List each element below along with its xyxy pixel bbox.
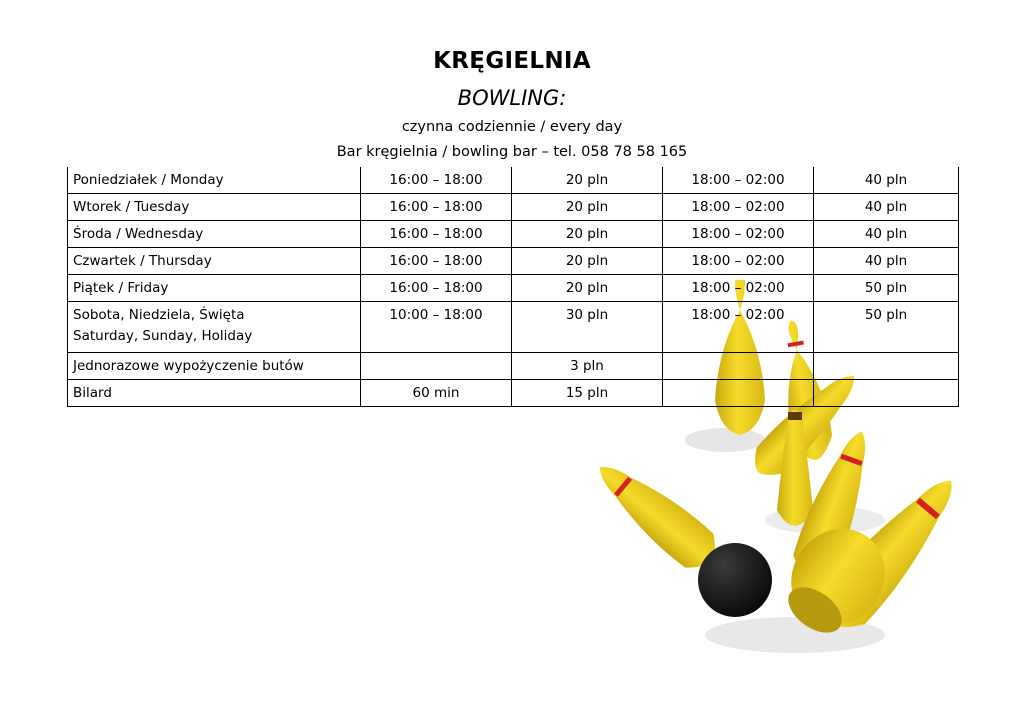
time-cell: 18:00 – 02:00	[663, 194, 814, 221]
time-cell: 10:00 – 18:00	[361, 302, 512, 353]
day-cell: Poniedziałek / Monday	[68, 167, 361, 194]
table-row	[68, 353, 959, 380]
price-cell: 30 pln	[512, 302, 663, 353]
empty-cell	[663, 380, 814, 407]
time-cell: 18:00 – 02:00	[663, 221, 814, 248]
empty-cell	[814, 380, 959, 407]
table-row	[68, 275, 959, 302]
price-cell: 40 pln	[814, 167, 959, 194]
day-cell: Wtorek / Tuesday	[68, 194, 361, 221]
day-cell	[68, 302, 361, 353]
time-cell: 16:00 – 18:00	[361, 167, 512, 194]
empty-cell	[814, 353, 959, 380]
extra-label-cell: Bilard	[68, 380, 361, 407]
price-cell: 20 pln	[512, 167, 663, 194]
price-cell: 50 pln	[814, 302, 959, 353]
shadow	[685, 428, 765, 452]
extra-time-cell	[361, 353, 512, 380]
extra-price-cell: 3 pln	[512, 353, 663, 380]
table-row	[68, 194, 959, 221]
day-label-en: Saturday, Sunday, Holiday	[73, 328, 253, 344]
table-row	[68, 248, 959, 275]
extra-time-cell: 60 min	[361, 380, 512, 407]
price-cell: 40 pln	[814, 248, 959, 275]
price-cell: 40 pln	[814, 221, 959, 248]
extra-label-cell: Jednorazowe wypożyczenie butów	[68, 353, 361, 380]
price-cell: 20 pln	[512, 194, 663, 221]
table-row	[68, 167, 959, 194]
time-cell: 16:00 – 18:00	[361, 221, 512, 248]
price-cell: 20 pln	[512, 275, 663, 302]
bar-contact: Bar kręgielnia / bowling bar – tel. 058 78 58 165	[336, 144, 688, 160]
day-label-pl: Sobota, Niedziela, Święta	[73, 307, 245, 323]
price-cell: 20 pln	[512, 221, 663, 248]
price-cell: 40 pln	[814, 194, 959, 221]
price-table	[67, 167, 959, 407]
time-cell: 16:00 – 18:00	[361, 248, 512, 275]
page-title: KRĘGIELNIA	[433, 48, 591, 74]
page-subtitle: BOWLING:	[457, 86, 567, 110]
extra-price-cell: 15 pln	[512, 380, 663, 407]
opening-note: czynna codziennie / every day	[401, 119, 623, 135]
bowling-ball	[698, 543, 772, 617]
time-cell: 18:00 – 02:00	[663, 167, 814, 194]
time-cell: 16:00 – 18:00	[361, 275, 512, 302]
time-cell: 18:00 – 02:00	[663, 248, 814, 275]
day-cell: Czwartek / Thursday	[68, 248, 361, 275]
table-row	[68, 380, 959, 407]
table-row	[68, 221, 959, 248]
time-cell: 16:00 – 18:00	[361, 194, 512, 221]
empty-cell	[663, 353, 814, 380]
day-cell: Piątek / Friday	[68, 275, 361, 302]
time-cell: 18:00 – 02:00	[663, 302, 814, 353]
time-cell: 18:00 – 02:00	[663, 275, 814, 302]
price-cell: 20 pln	[512, 248, 663, 275]
day-cell: Środa / Wednesday	[68, 221, 361, 248]
table-row	[68, 302, 959, 353]
price-cell: 50 pln	[814, 275, 959, 302]
